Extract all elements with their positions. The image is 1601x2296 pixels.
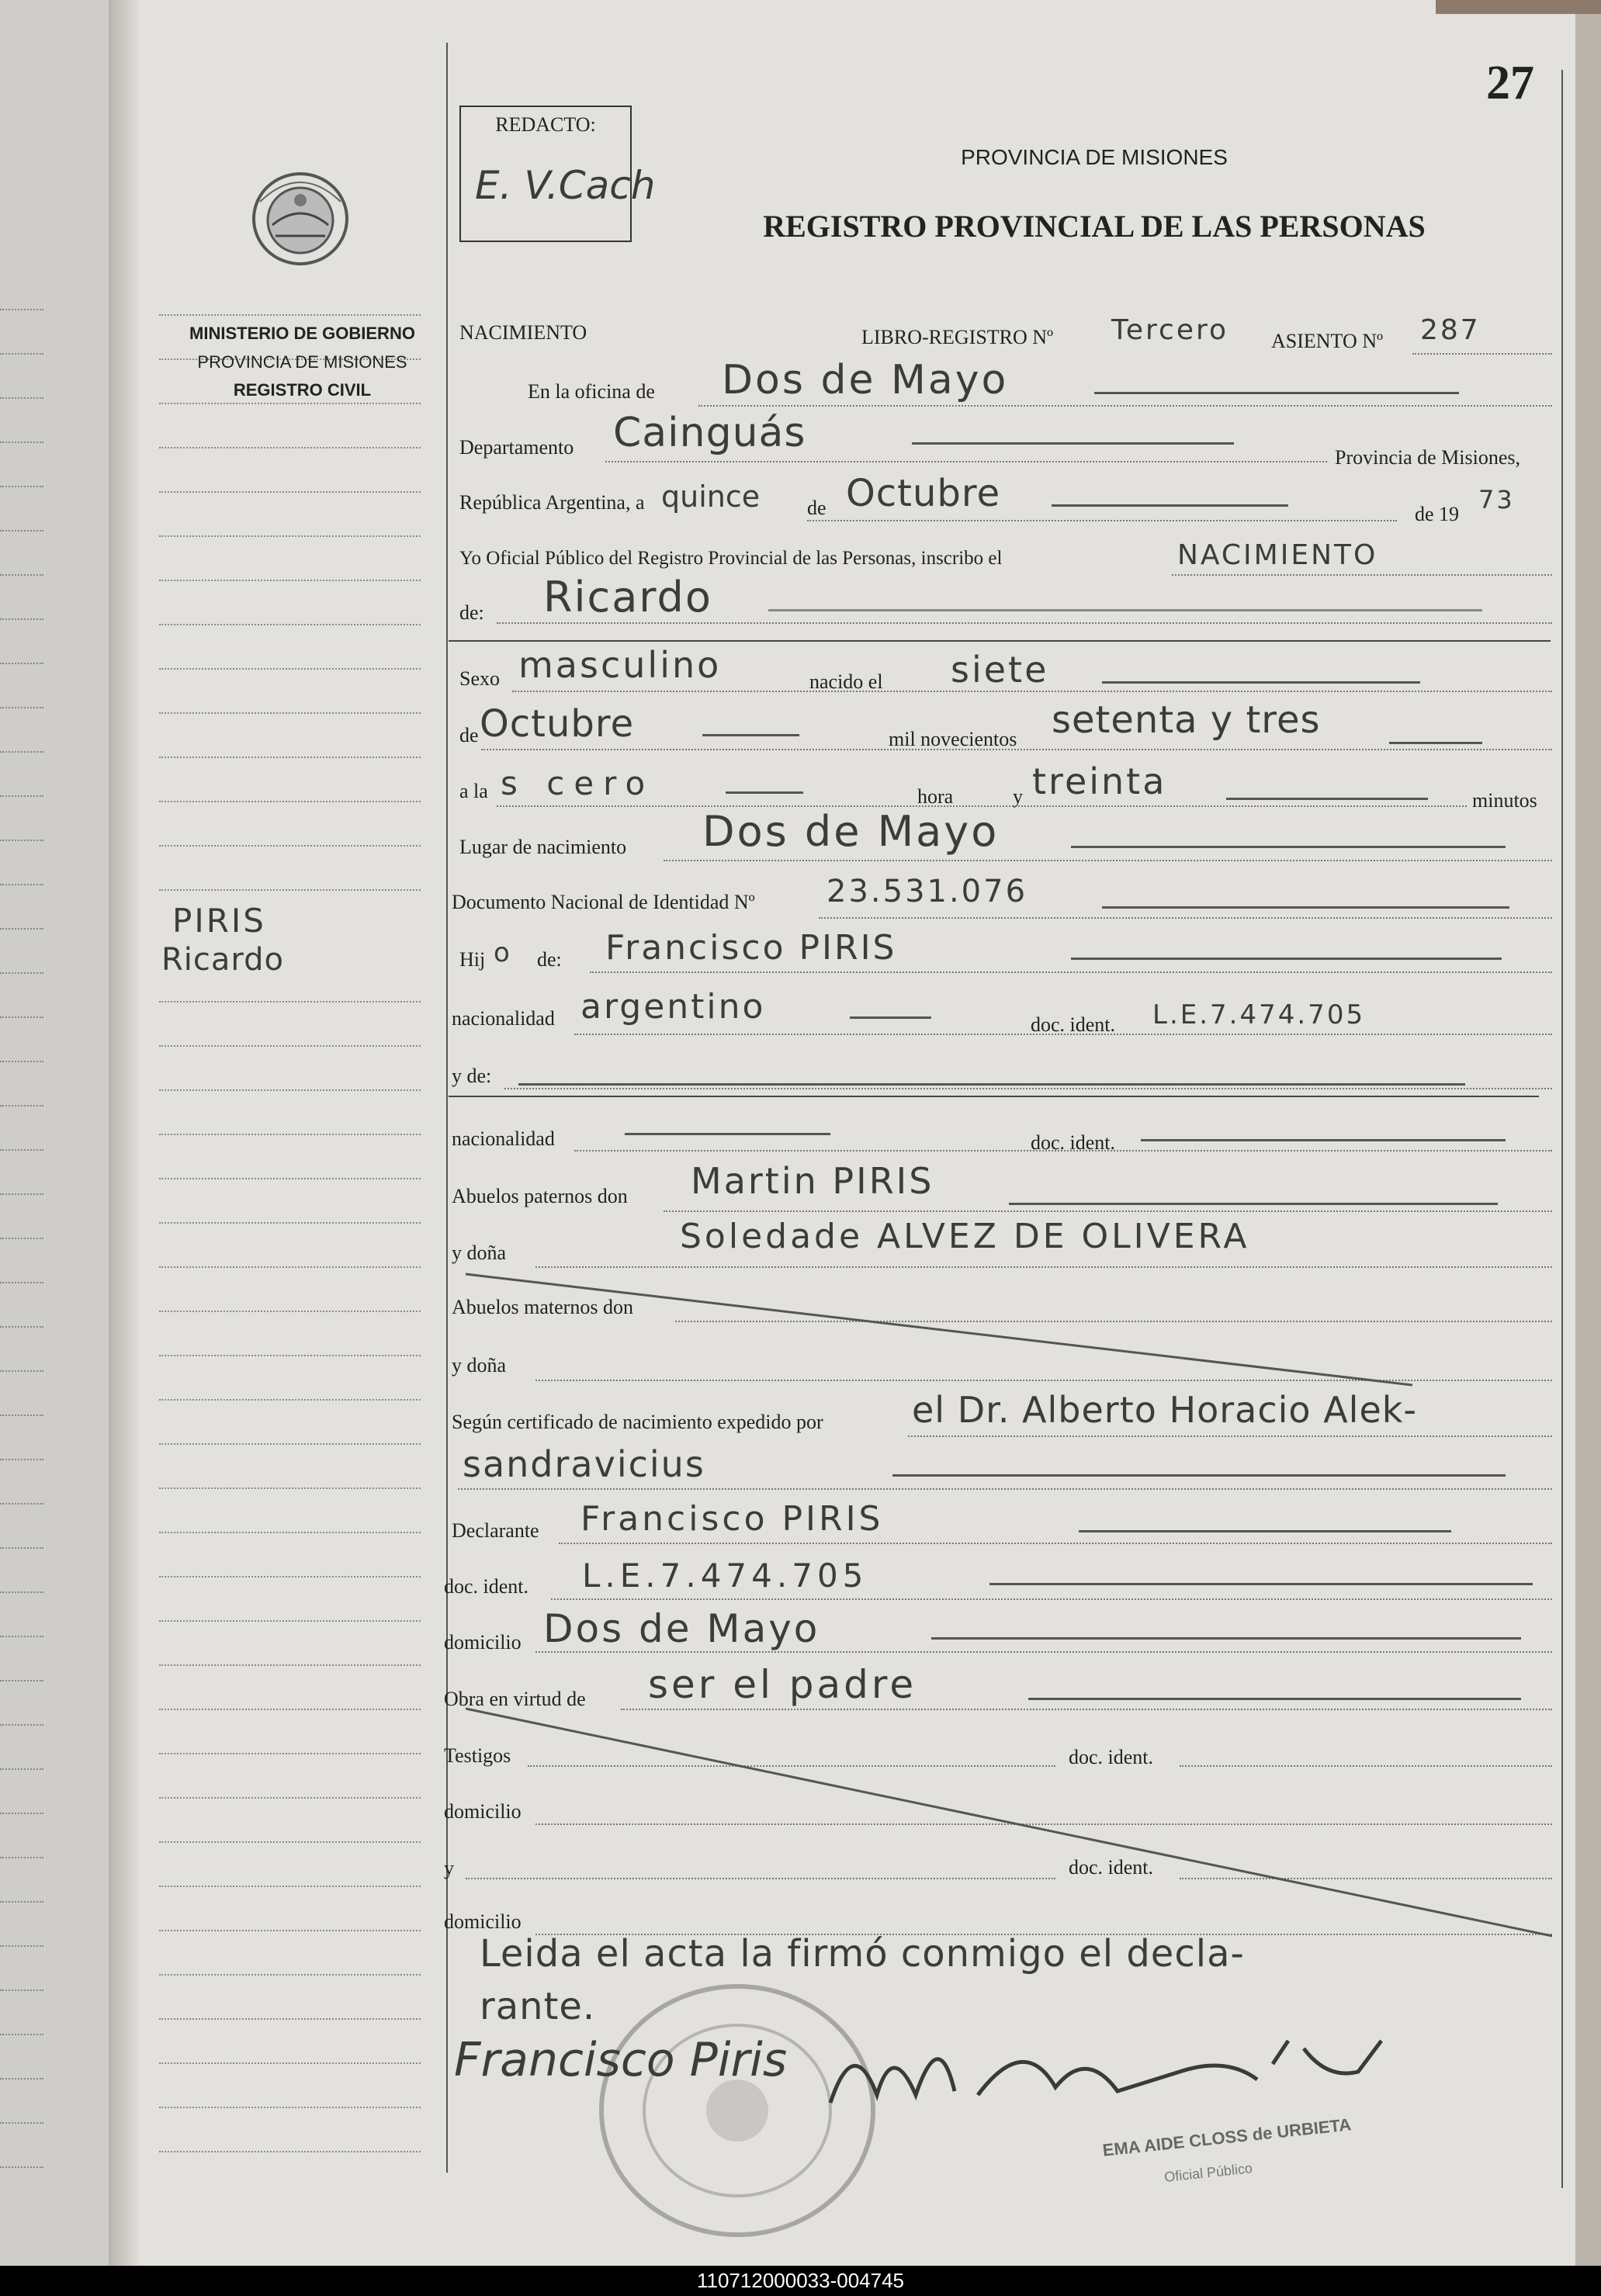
official-stamp-title: Oficial Público <box>1163 2160 1253 2185</box>
page-number: 27 <box>1486 57 1534 109</box>
anio-value: 73 <box>1478 485 1515 514</box>
testigos-doc-label: doc. ident. <box>1069 1746 1154 1768</box>
nombre-value: Ricardo <box>543 573 712 622</box>
act-type-label: NACIMIENTO <box>459 321 587 344</box>
acto-value: NACIMIENTO <box>1177 539 1378 571</box>
testigo2-domicilio-label: domicilio <box>444 1910 522 1933</box>
nombre-de-label: de: <box>459 601 484 624</box>
domicilio-label: domicilio <box>444 1631 522 1654</box>
doc-value: L.E.7.474.705 <box>1152 999 1366 1030</box>
redacto-label: REDACTO: <box>495 113 596 136</box>
testigo2-doc-label: doc. ident. <box>1069 1856 1154 1879</box>
coat-of-arms-seal-icon <box>244 171 357 268</box>
abuela-paterna-label: y doña <box>452 1242 507 1264</box>
abuela-paterna-value: Soledade ALVEZ DE OLIVERA <box>680 1217 1250 1256</box>
abuelos-paternos-value: Martin PIRIS <box>691 1160 934 1202</box>
declarante-doc-value: L.E.7.474.705 <box>582 1557 868 1595</box>
hora-label: hora <box>917 785 954 808</box>
official-stamp-name: EMA AIDE CLOSS de URBIETA <box>1101 2114 1353 2160</box>
certificado-label: Según certificado de nacimiento expedido por <box>452 1411 823 1433</box>
certificado-value-2: sandravicius <box>463 1443 705 1485</box>
declarante-label: Declarante <box>452 1519 539 1542</box>
book-cover-edge <box>1436 0 1601 14</box>
nacido-dia: siete <box>951 649 1049 691</box>
mes-value: Octubre <box>846 472 1001 515</box>
dia-value: quince <box>661 480 761 514</box>
sexo-label: Sexo <box>459 667 500 690</box>
obra-value: ser el padre <box>648 1662 917 1707</box>
declarante-signature: Francisco Piris <box>454 2033 788 2087</box>
hijo-label: Hij <box>459 948 486 971</box>
lugar-value: Dos de Mayo <box>702 807 1000 856</box>
doc-madre-label: doc. ident. <box>1031 1131 1116 1154</box>
oficina-value: Dos de Mayo <box>722 357 1009 403</box>
nacido-label: nacido el <box>809 670 883 693</box>
ministry-heading: MINISTERIO DE GOBIERNO <box>189 324 415 343</box>
nacionalidad-value: argentino <box>580 987 766 1027</box>
testigos-label: Testigos <box>444 1744 511 1767</box>
nacido-mes: Octubre <box>480 702 635 746</box>
de-label: de <box>807 497 826 519</box>
de19-label: de 19 <box>1415 503 1460 525</box>
margin-surname: PIRIS <box>172 902 266 940</box>
ala-label: a la <box>459 780 488 802</box>
facing-page <box>0 0 110 2266</box>
domicilio-value: Dos de Mayo <box>543 1606 820 1651</box>
testigos-domicilio-label: domicilio <box>444 1800 522 1823</box>
asiento-label: ASIENTO Nº <box>1271 330 1384 352</box>
nacionalidad-madre-label: nacionalidad <box>452 1127 555 1150</box>
hijo-de-label: de: <box>537 948 562 971</box>
closing-line-1: Leida el acta la firmó conmigo el decla- <box>480 1932 1245 1976</box>
declarante-doc-label: doc. ident. <box>444 1575 529 1598</box>
abuela-materna-label: y doña <box>452 1354 507 1377</box>
dni-value: 23.531.076 <box>826 874 1028 909</box>
certificado-value-1: el Dr. Alberto Horacio Alek- <box>912 1389 1417 1431</box>
mil-label: mil novecientos <box>889 728 1017 750</box>
departamento-value: Cainguás <box>613 410 806 456</box>
header-province: PROVINCIA DE MISIONES <box>961 145 1228 169</box>
madre-label: y de: <box>452 1065 492 1087</box>
redacto-signature: E. V.Cach <box>475 163 656 208</box>
libro-value: Tercero <box>1111 314 1229 346</box>
minutos-label: minutos <box>1472 789 1537 812</box>
testigo2-label: y <box>444 1857 454 1879</box>
abuelos-paternos-label: Abuelos paternos don <box>452 1185 628 1207</box>
official-signature <box>823 2017 1428 2126</box>
page-edge <box>1575 0 1601 2266</box>
minutos-value: treinta <box>1032 760 1167 802</box>
nacionalidad-label: nacionalidad <box>452 1007 555 1030</box>
nacido-de-label: de <box>459 724 479 746</box>
margin-given-name: Ricardo <box>161 942 285 978</box>
redacto-box <box>459 106 656 242</box>
strike-line <box>466 1273 1412 1389</box>
provincia-label: Provincia de Misiones, <box>1335 446 1521 469</box>
image-id-footer: 110712000033-004745 <box>0 2266 1601 2296</box>
nacido-anio: setenta y tres <box>1052 698 1321 742</box>
sexo-value: masculino <box>518 644 722 686</box>
republica-label: República Argentina, a <box>459 491 645 514</box>
declarante-value: Francisco PIRIS <box>580 1499 884 1539</box>
libro-label: LIBRO-REGISTRO Nº <box>861 326 1054 348</box>
doc-label: doc. ident. <box>1031 1013 1116 1036</box>
hijo-mark: o <box>494 937 512 968</box>
margin-registry: REGISTRO CIVIL <box>233 380 372 400</box>
padre-value: Francisco PIRIS <box>605 928 897 968</box>
testigos-strike-line <box>466 1707 1552 1940</box>
obra-label: Obra en virtud de <box>444 1688 586 1710</box>
lugar-label: Lugar de nacimiento <box>459 836 627 858</box>
header-registry: REGISTRO PROVINCIAL DE LAS PERSONAS <box>763 209 1426 244</box>
oficial-text: Yo Oficial Público del Registro Provincial de las Personas, inscribo el <box>459 548 1003 569</box>
book-spine <box>109 0 140 2266</box>
asiento-value: 287 <box>1420 314 1481 346</box>
hora-y-label: y <box>1013 785 1023 808</box>
closing-line-2: rante. <box>480 1985 596 2028</box>
margin-province: PROVINCIA DE MISIONES <box>197 352 407 372</box>
oficina-label: En la oficina de <box>528 380 655 403</box>
dni-label: Documento Nacional de Identidad Nº <box>452 891 755 913</box>
abuelos-maternos-label: Abuelos maternos don <box>452 1296 633 1318</box>
hora-value: s cero <box>501 764 655 802</box>
departamento-label: Departamento <box>459 436 574 459</box>
